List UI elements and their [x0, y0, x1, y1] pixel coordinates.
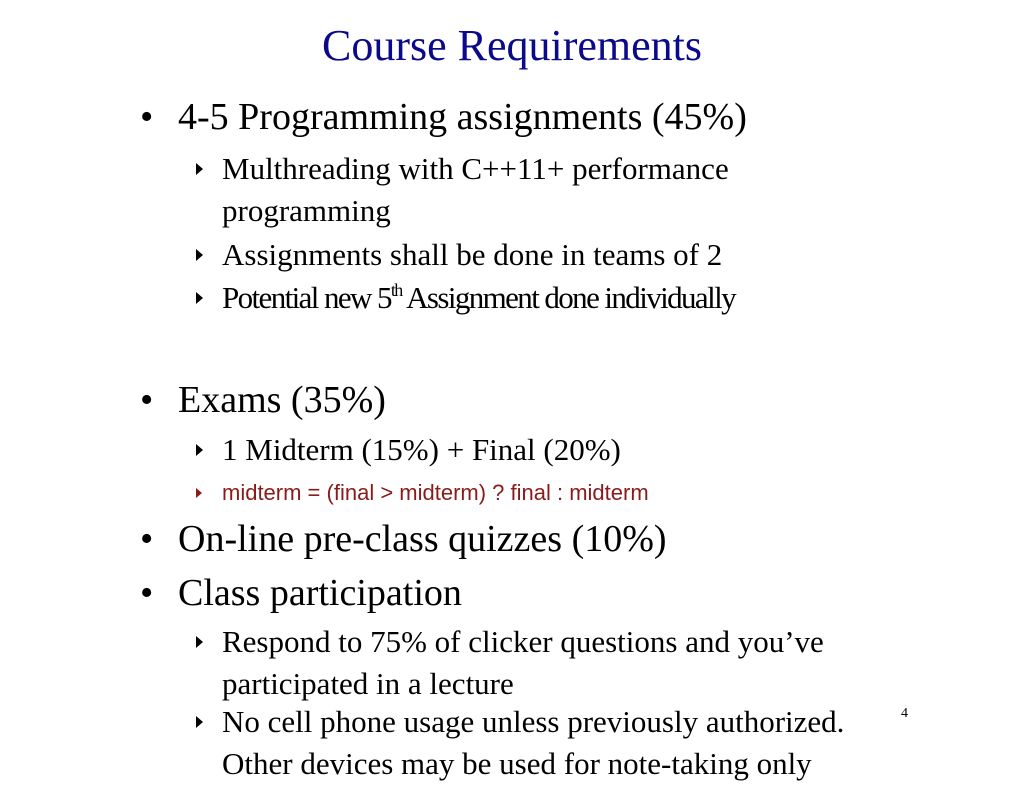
slide-title: Course Requirements: [321, 21, 703, 70]
triangle-bullet-icon: [196, 292, 203, 304]
bullet-label: Class participation: [178, 572, 462, 614]
bullet-dot: •: [140, 96, 154, 138]
subbullet-clicker: Respond to 75% of clicker questions and you’ve participated in a lecture: [196, 621, 824, 705]
bullet-programming-assignments: [140, 97, 747, 139]
subbullet-midterm-formula: midterm = (final > midterm) ? final : midterm: [196, 478, 649, 508]
bullet-dot: •: [140, 572, 154, 614]
bullet-dot: •: [140, 518, 154, 560]
triangle-bullet-icon: [196, 444, 203, 456]
subbullet-cell-phone: No cell phone usage unless previously authorized. Other devices may be used for note-taking only: [196, 701, 844, 785]
subbullet-midterm-final: 1 Midterm (15%) + Final (20%): [196, 429, 621, 471]
bullet-class-participation: [140, 573, 462, 615]
bullet-label: 4-5 Programming assignments (45%): [178, 96, 747, 138]
triangle-bullet-icon: [196, 163, 203, 175]
bullet-label: On-line pre-class quizzes (10%): [178, 518, 667, 560]
triangle-bullet-icon: [196, 716, 203, 728]
triangle-bullet-icon: [196, 249, 203, 261]
bullet-quizzes: [140, 519, 667, 561]
subbullet-fifth-assignment: Potential new 5th Assignment done individually: [196, 277, 735, 319]
bullet-dot: •: [140, 379, 154, 421]
triangle-bullet-icon: [196, 636, 203, 648]
bullet-label: Exams (35%): [178, 379, 386, 421]
page-number: 4: [901, 706, 908, 721]
triangle-bullet-icon: [196, 488, 202, 498]
subbullet-teams: Assignments shall be done in teams of 2: [196, 234, 722, 276]
subbullet-multithreading: Multhreading with C++11+ performance programming: [196, 148, 729, 232]
bullet-exams: [140, 380, 386, 422]
